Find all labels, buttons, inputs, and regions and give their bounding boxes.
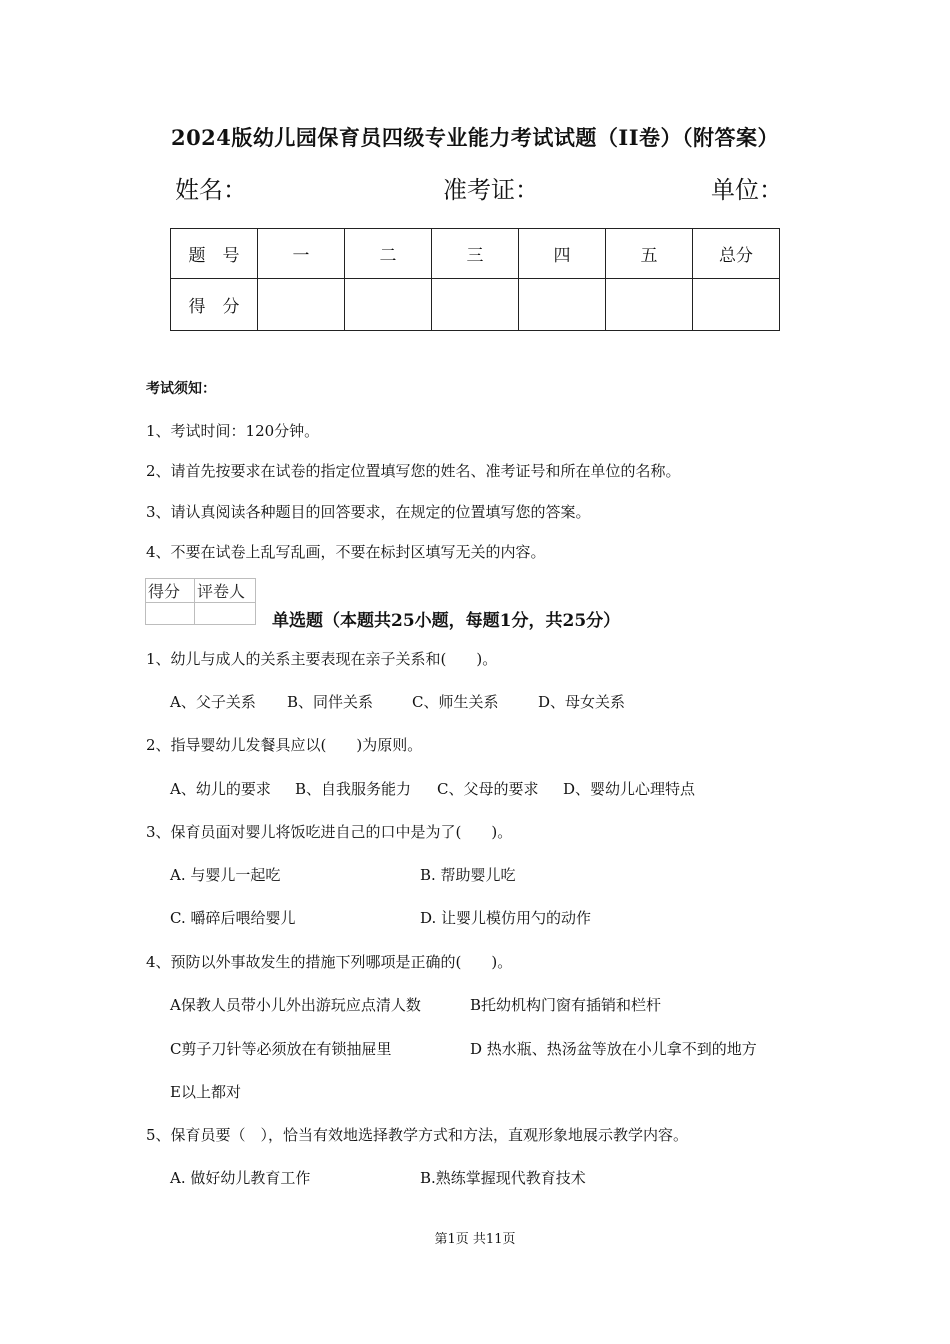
question-stem: 1、幼儿与成人的关系主要表现在亲子关系和( )。 [146, 650, 498, 668]
score-table-header-cell: 总分 [693, 229, 780, 279]
question-option: B、自我服务能力 [295, 780, 412, 798]
grader-box [145, 578, 256, 625]
notice-item: 1、考试时间：120分钟。 [146, 422, 320, 440]
score-row-label: 得 分 [171, 279, 258, 331]
question-option: E以上都对 [170, 1083, 241, 1101]
question-option: C、师生关系 [412, 693, 499, 711]
grader-name-cell [195, 603, 256, 625]
score-table [170, 228, 780, 331]
question-option: B. 帮助婴儿吃 [420, 866, 516, 884]
question-option: B.熟练掌握现代教育技术 [420, 1169, 586, 1187]
question-stem: 3、保育员面对婴儿将饭吃进自己的口中是为了( )。 [146, 823, 513, 841]
question-option: C、父母的要求 [437, 780, 539, 798]
section-heading: 单选题（本题共25小题，每题1分，共25分） [272, 611, 621, 631]
score-table-header-cell: 一 [258, 229, 345, 279]
question-option: C剪子刀针等必须放在有锁抽屉里 [170, 1040, 392, 1058]
notice-heading: 考试须知： [146, 381, 216, 397]
grader-name-label: 评卷人 [195, 579, 256, 603]
exam-id-field-label: 准考证： [443, 176, 539, 204]
score-table-header-cell: 二 [345, 229, 432, 279]
question-option: D、婴幼儿心理特点 [563, 780, 696, 798]
score-table-header-cell: 五 [606, 229, 693, 279]
question-option: C. 嚼碎后喂给婴儿 [170, 909, 296, 927]
question-option: B、同伴关系 [287, 693, 374, 711]
score-table-score-row [171, 279, 780, 331]
score-cell [606, 279, 693, 331]
name-field-label: 姓名： [175, 176, 247, 204]
score-table-header-cell: 题 号 [171, 229, 258, 279]
grader-score-cell [146, 603, 195, 625]
question-option: A. 做好幼儿教育工作 [170, 1169, 311, 1187]
question-option: A. 与婴儿一起吃 [170, 866, 281, 884]
score-table-header-cell: 三 [432, 229, 519, 279]
score-cell [432, 279, 519, 331]
question-option: B托幼机构门窗有插销和栏杆 [470, 996, 662, 1014]
grader-score-label: 得分 [146, 579, 195, 603]
unit-field-label: 单位： [711, 176, 783, 204]
notice-item: 4、不要在试卷上乱写乱画，不要在标封区填写无关的内容。 [146, 543, 546, 561]
score-cell [345, 279, 432, 331]
score-cell [258, 279, 345, 331]
question-stem: 5、保育员要（ ），恰当有效地选择教学方式和方法，直观形象地展示教学内容。 [146, 1126, 689, 1144]
question-stem: 4、预防以外事故发生的措施下列哪项是正确的( )。 [146, 953, 513, 971]
page-footer: 第1页 共11页 [434, 1232, 516, 1247]
notice-item: 2、请首先按要求在试卷的指定位置填写您的姓名、准考证号和所在单位的名称。 [146, 462, 681, 480]
notice-item: 3、请认真阅读各种题目的回答要求，在规定的位置填写您的答案。 [146, 503, 591, 521]
question-option: A、幼儿的要求 [170, 780, 271, 798]
question-stem: 2、指导婴幼儿发餐具应以( )为原则。 [146, 736, 423, 754]
score-cell [519, 279, 606, 331]
question-option: D 热水瓶、热汤盆等放在小儿拿不到的地方 [470, 1040, 757, 1058]
document-title: 2024版幼儿园保育员四级专业能力考试试题（II卷）（附答案） [170, 125, 780, 150]
score-cell [693, 279, 780, 331]
score-table-header-row [171, 229, 780, 279]
question-option: D、母女关系 [538, 693, 626, 711]
question-option: D. 让婴儿模仿用勺的动作 [420, 909, 592, 927]
question-option: A保教人员带小儿外出游玩应点清人数 [170, 996, 421, 1014]
question-option: A、父子关系 [170, 693, 256, 711]
score-table-header-cell: 四 [519, 229, 606, 279]
